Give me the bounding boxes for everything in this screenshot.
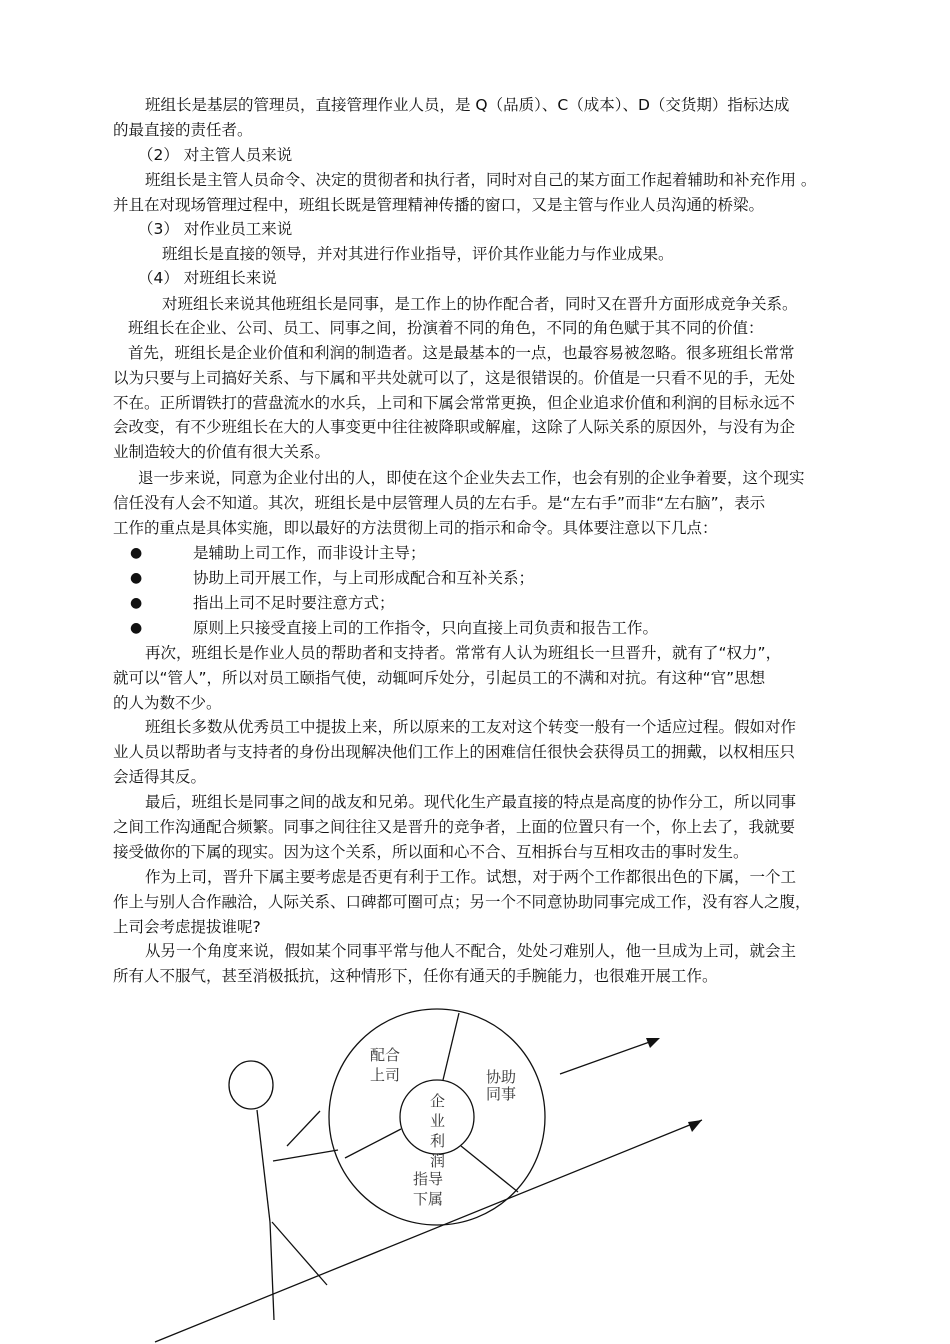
paragraph-line: 班组长是基层的管理员，直接管理作业人员，是 Q（品质）、C（成本）、D（交货期）指标达成 — [145, 96, 790, 114]
paragraph-line: 业制造较大的价值有很大关系。 — [113, 443, 331, 462]
paragraph-line: 之间工作沟通配合频繁。同事之间往往又是晋升的竞争者，上面的位置只有一个，你上去了，我就要 — [113, 817, 796, 836]
section-heading: （4） 对班组长来说 — [138, 269, 277, 287]
paragraph-line: 上司会考虑提拔谁呢? — [113, 917, 261, 936]
paragraph-line: 信任没有人会不知道。其次，班组长是中层管理人员的左右手。是“左右手”而非“左右脑”，表示 — [113, 493, 766, 512]
bullet-item-text: 原则上只接受直接上司的工作指令，只向直接上司负责和报告工作。 — [193, 619, 659, 637]
figure-arm-lower — [273, 1150, 338, 1161]
label-center-4: 润 — [430, 1152, 446, 1170]
figure-leg-left — [270, 1222, 274, 1320]
paragraph-line: 班组长是直接的领导，并对其进行作业指导，评价其作业能力与作业成果。 — [162, 245, 674, 263]
spoke-left — [345, 1129, 401, 1158]
paragraph-line: 所有人不服气，甚至消极抵抗，这种情形下，任你有通天的手腕能力，也很难开展工作。 — [113, 966, 718, 985]
paragraph-line: 不在。正所谓铁打的营盘流水的水兵，上司和下属会常常更换，但企业追求价值和利润的目标永远不 — [113, 393, 796, 412]
paragraph-line: 工作的重点是具体实施，即以最好的方法贯彻上司的指示和命令。具体要注意以下几点： — [113, 518, 718, 537]
paragraph-line: 会改变，有不少班组长在大的人事变更中往往被降职或解雇，这除了人际关系的原因外，与没有为企 — [113, 418, 796, 437]
bullet-dot: ● — [130, 620, 143, 636]
bullet-dot: ● — [130, 570, 143, 586]
paragraph-line: 从另一个角度来说，假如某个同事平常与他人不配合，处处刁难别人，他一旦成为上司，就会主 — [145, 942, 797, 960]
label-xiezhu-2: 同事 — [486, 1085, 517, 1103]
upper-arrow-head — [646, 1038, 660, 1048]
label-zhidao-1: 指导 — [413, 1170, 444, 1188]
paragraph-line: 作为上司，晋升下属主要考虑是否更有利于工作。试想，对于两个工作都很出色的下属，一个工 — [145, 868, 797, 886]
label-center-3: 利 — [430, 1132, 446, 1150]
label-xiezhu-1: 协助 — [486, 1068, 517, 1086]
bullet-dot: ● — [130, 545, 143, 561]
label-peihe-1: 配合 — [370, 1046, 401, 1064]
upper-arrow-line — [560, 1039, 658, 1074]
paragraph-line: 最后，班组长是同事之间的战友和兄弟。现代化生产最直接的特点是高度的协作分工，所以同事 — [145, 793, 797, 811]
bullet-item-text: 协助上司开展工作，与上司形成配合和互补关系； — [193, 569, 535, 587]
paragraph-line: 首先，班组长是企业价值和利润的制造者。这是最基本的一点，也最容易被忽略。很多班组长常常 — [128, 344, 795, 362]
paragraph-line: 再次，班组长是作业人员的帮助者和支持者。常常有人认为班组长一旦晋升，就有了“权力”， — [145, 644, 782, 662]
paragraph-line: 以为只要与上司搞好关系、与下属和平共处就可以了，这是很错误的。价值是一只看不见的手，无处 — [113, 368, 796, 387]
figure-body — [257, 1110, 270, 1222]
paragraph-line: 对班组长来说其他班组长是同事，是工作上的协作配合者，同时又在晋升方面形成竞争关系。 — [162, 295, 798, 313]
figure-leg-right — [272, 1222, 327, 1285]
paragraph-line: 会适得其反。 — [113, 767, 207, 786]
bullet-item-text: 指出上司不足时要注意方式； — [193, 594, 395, 612]
paragraph-line: 班组长在企业、公司、员工、同事之间，扮演着不同的角色，不同的角色赋于其不同的价值： — [128, 319, 764, 337]
figure-head — [229, 1061, 273, 1109]
paragraph-line: 班组长多数从优秀员工中提拔上来，所以原来的工友对这个转变一般有一个适应过程。假如对作 — [145, 718, 797, 736]
paragraph-line: 就可以“管人”，所以对员工颐指气使，动辄呵斥处分，引起员工的不满和对抗。有这种“官”思想 — [113, 668, 766, 687]
bullet-item-text: 是辅助上司工作，而非设计主导； — [193, 544, 426, 562]
paragraph-line: 接受做你的下属的现实。因为这个关系，所以面和心不合、互相拆台与互相攻击的事时发生。 — [113, 842, 749, 861]
label-center-1: 企 — [430, 1092, 446, 1110]
slope-arrowhead — [688, 1120, 702, 1132]
section-heading: （2） 对主管人员来说 — [138, 146, 293, 164]
label-center-2: 业 — [430, 1112, 446, 1130]
bullet-dot: ● — [130, 595, 143, 611]
paragraph-line: 的最直接的责任者。 — [113, 120, 253, 139]
paragraph-line: 班组长是主管人员命令、决定的贯彻者和执行者，同时对自己的某方面工作起着辅助和补充作用 。 — [145, 171, 817, 189]
label-zhidao-2: 下属 — [413, 1190, 444, 1208]
figure-arm-upper — [287, 1111, 320, 1146]
paragraph-line: 退一步来说，同意为企业付出的人，即使在这个企业失去工作，也会有别的企业争着要，这个现实 — [138, 469, 805, 487]
paragraph-line: 的人为数不少。 — [113, 693, 222, 712]
paragraph-line: 业人员以帮助者与支持者的身份出现解决他们工作上的困难信任很快会获得员工的拥戴，以权相压只 — [113, 742, 796, 761]
paragraph-line: 并且在对现场管理过程中，班组长既是管理精神传播的窗口，又是主管与作业人员沟通的桥梁。 — [113, 195, 765, 214]
paragraph-line: 作上与别人合作融洽，人际关系、口碑都可圈可点；另一个不同意协助同事完成工作，没有容人之腹， — [113, 892, 811, 911]
label-peihe-2: 上司 — [370, 1066, 401, 1084]
spoke-right — [461, 1146, 518, 1192]
spoke-top — [443, 1013, 459, 1080]
section-heading: （3） 对作业员工来说 — [138, 220, 293, 238]
